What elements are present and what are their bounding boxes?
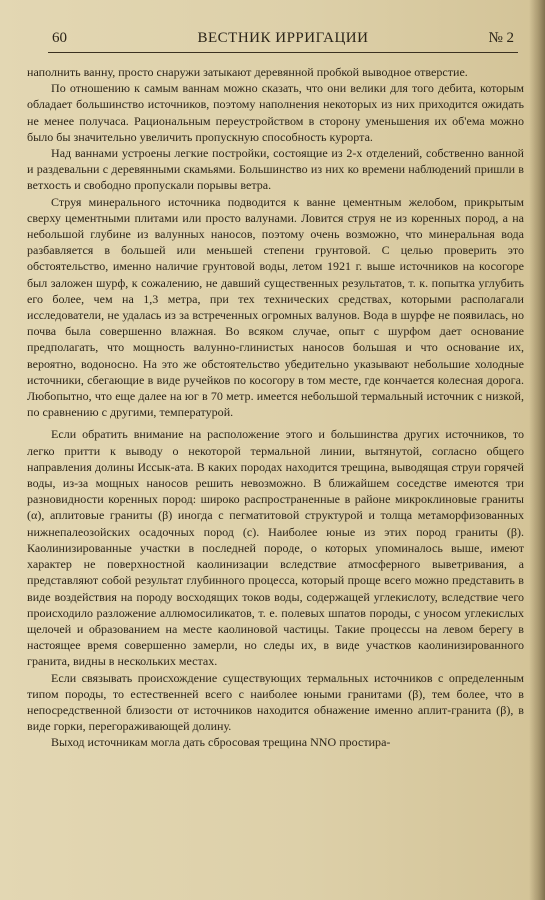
paragraph: Если обратить внимание на расположение этого и большинства других источников, то легко притти к выводу о некоторой термальной линии, вытянутой, согласно общего направления долины Иссык-ата. В каких породах находится трещина, выводящая струи горячей воды, из-за мощных наносов решить невозможно. В ближайшем соседстве имеются три разновидности коренных пород: широко распространенные в районе микроклиновые граниты (α), аплитовые граниты (β) иногда с пегматитовой структурой и толща метаморфизованных нижнепалеозойских осадочных пород (с). Наиболее юные из этих пород граниты (β). Каолинизированные участки в последней породе, о которых упоминалось выше, имеют характер не поверхностной каолинизации вследствие атмосферного выветривания, а представляют собой результат глубинного процесса, который проще всего можно представить в виде воздействия на породу восходящих токов воды, содержащей углекислоту, вследствие чего происходило разложение аллюмосиликатов, т. е. полевых шпатов породы, с уносом углекислых щелочей и образованием на месте каолиновой частицы. Такие процессы на левом берегу в настоящее время совершенно замерли, но следы их, в виде участков каолинизированного гранита, видны в нескольких местах. [27,427,524,669]
paragraph: По отношению к самым ваннам можно сказать, что они велики для того дебита, которым обладает большинство источников, поэтому наполнения некоторых из них приходится ожидать не менее получаса. Рациональным переустройством в сторону уменьшения их об'ема можно было бы значительно увеличить пропускную способность курорта. [27,81,524,144]
paragraph: наполнить ванну, просто снаружи затыкают деревянной пробкой выводное отверстие. [27,65,468,79]
journal-title: ВЕСТНИК ИРРИГАЦИИ [197,30,369,46]
running-header [48,30,518,53]
paragraph: Выход источникам могла дать сбросовая трещина NNO простира- [51,735,391,750]
article-body [27,64,524,751]
page-spine-shadow [529,0,545,900]
issue-number: № 2 [488,30,514,46]
page-number: 60 [52,30,67,46]
paragraph: Над ваннами устроены легкие постройки, состоящие из 2-х отделений, собственно ванной и раздевальни с деревянными скамьями. Большинство из них ко времени наблюдений пришли в ветхость и свободно пропускали порывы ветра. [27,146,524,193]
paragraph: Струя минерального источника подводится к ванне цементным желобом, прикрытым сверху цементными плитами или просто валунами. Ловится струя не из коренных пород, а на небольшой глубине из валунных наносов, поэтому очень возможно, что минеральная вода разбавляется в большей или меньшей степени грунтовой. С целью проверить это обстоятельство, именно наличие грунтовой воды, летом 1921 г. выше источников на косогоре был заложен шурф, к сожалению, не давший существенных результатов, т. к. попытка углубить его более, чем на 1,3 метра, при тех технических средствах, которыми располагали исследователи, не удалась из за встреченных огромных валунов. Вода в шурфе не появилась, но почва была совершенно влажная. Во всяком случае, опыт с шурфом дает основание предполагать, что мощность валунно-глинистых наносов большая и что основание их, вероятно, водоносно. На это же обстоятельство убедительно указывают небольшие холодные источники, сбегающие в виде ручейков по косогору в том месте, где кончается колесная дорога. Любопытно, что еще далее на юг в 70 метр. имеется небольшой термальный источник с низкой, по сравнению с другими, температурой. [27,194,524,420]
paragraph: Если связывать происхождение существующих термальных источников с определенным типом породы, то естественней всего с наиболее юными гранитами (β), тем более, что в непосредственной близости от источников находится обнажение именно аплит-гранита (β), в виде горки, перегораживающей долину. [27,670,524,734]
